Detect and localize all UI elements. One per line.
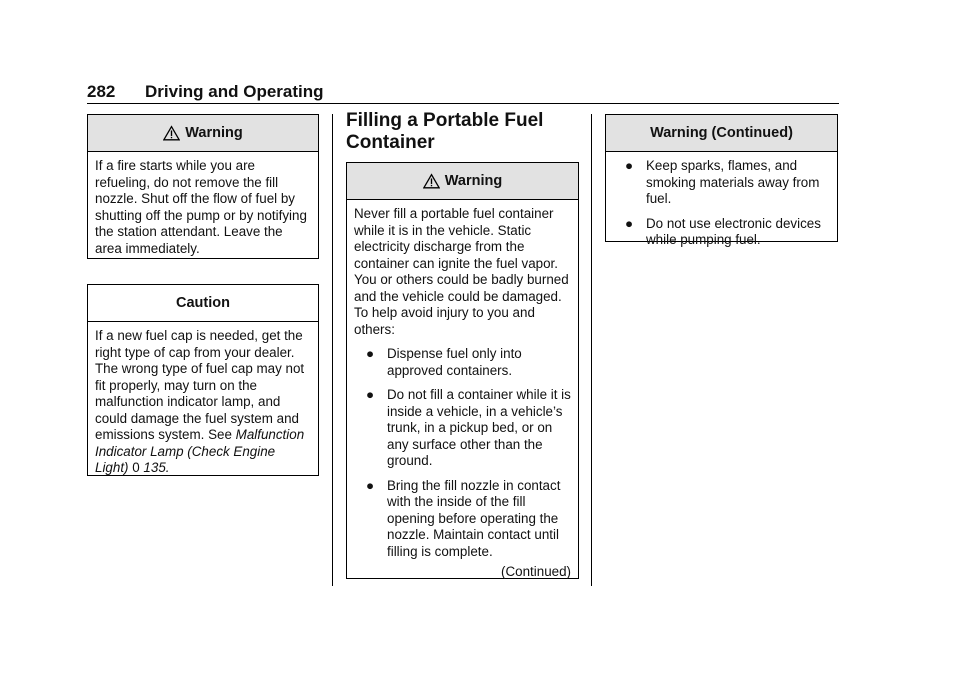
portable-container-warning-box: [346, 162, 579, 579]
caution-reference-link[interactable]: Malfunction Indicator Lamp (Check Engine Light): [95, 427, 305, 475]
caution-body: If a new fuel cap is needed, get the right type of cap from your dealer. The wrong type of fuel cap may not fit properly, may turn on the malfunction indicator lamp, and could damage the fuel system and emissions system. See: [95, 328, 305, 442]
warning-title: Warning (Continued): [650, 125, 793, 141]
section-title: Filling a Portable Fuel Container: [346, 110, 544, 153]
header-rule: [87, 103, 839, 104]
warning-triangle-icon: [163, 125, 180, 141]
section-name: Driving and Operating: [145, 82, 324, 101]
list-item: ● Keep sparks, flames, and smoking materials away from fuel.: [625, 158, 820, 206]
caution-text: [95, 328, 311, 477]
bullet-icon: ●: [366, 346, 375, 361]
page-ref-icon: 0: [132, 460, 140, 475]
column-divider-left: [332, 114, 333, 586]
page-header: [87, 82, 839, 104]
fire-warning-box: [87, 114, 319, 259]
warning-text: If a fire starts while you are refueling, do not remove the fill nozzle. Shut off the flow of fuel by shutting off the pump or by notifying the station attendant. Leave the area immediately.: [95, 158, 307, 256]
list-item: ● Bring the fill nozzle in contact with the inside of the fill opening before operating the nozzle. Maintain contact until filling is complete.: [366, 477, 561, 559]
warning-header: [88, 115, 318, 152]
warning-triangle-icon: [423, 173, 440, 189]
continued-label: (Continued): [501, 564, 571, 579]
bullet-icon: ●: [366, 477, 375, 493]
warning-title: Warning: [185, 125, 243, 141]
caution-title: Caution: [176, 295, 230, 311]
warning-title: Warning: [444, 173, 503, 189]
warning-header: [347, 163, 578, 200]
continued-warning-box: [605, 114, 838, 247]
bullet-icon: ●: [625, 215, 634, 231]
list-item: ● Do not use electronic devices while pumping fuel.: [625, 215, 821, 247]
warning-bullet-list: [354, 346, 571, 560]
caution-header: [88, 285, 318, 322]
bullet-icon: ●: [366, 387, 375, 402]
list-item: ● Dispense fuel only into approved containers.: [366, 346, 522, 378]
warning-intro: Never fill a portable fuel container while it is in the vehicle. Static electricity discharge from the container can ignite the fuel vapor. You or others could be badly burned and the vehicle could be damaged. To help avoid injury to you and others:: [354, 206, 569, 337]
warning-bullet-list: [613, 158, 830, 249]
bullet-icon: ●: [625, 158, 634, 173]
caution-reference-page[interactable]: 135.: [143, 460, 170, 475]
warning-header: [606, 115, 837, 152]
column-divider-right: [591, 114, 592, 586]
list-item: ● Do not fill a container while it is inside a vehicle, in a vehicle’s trunk, in a pickup bed, or on any surface other than the ground.: [366, 387, 571, 468]
fuel-cap-caution-box: [87, 284, 319, 476]
page-number: 282: [87, 82, 116, 101]
